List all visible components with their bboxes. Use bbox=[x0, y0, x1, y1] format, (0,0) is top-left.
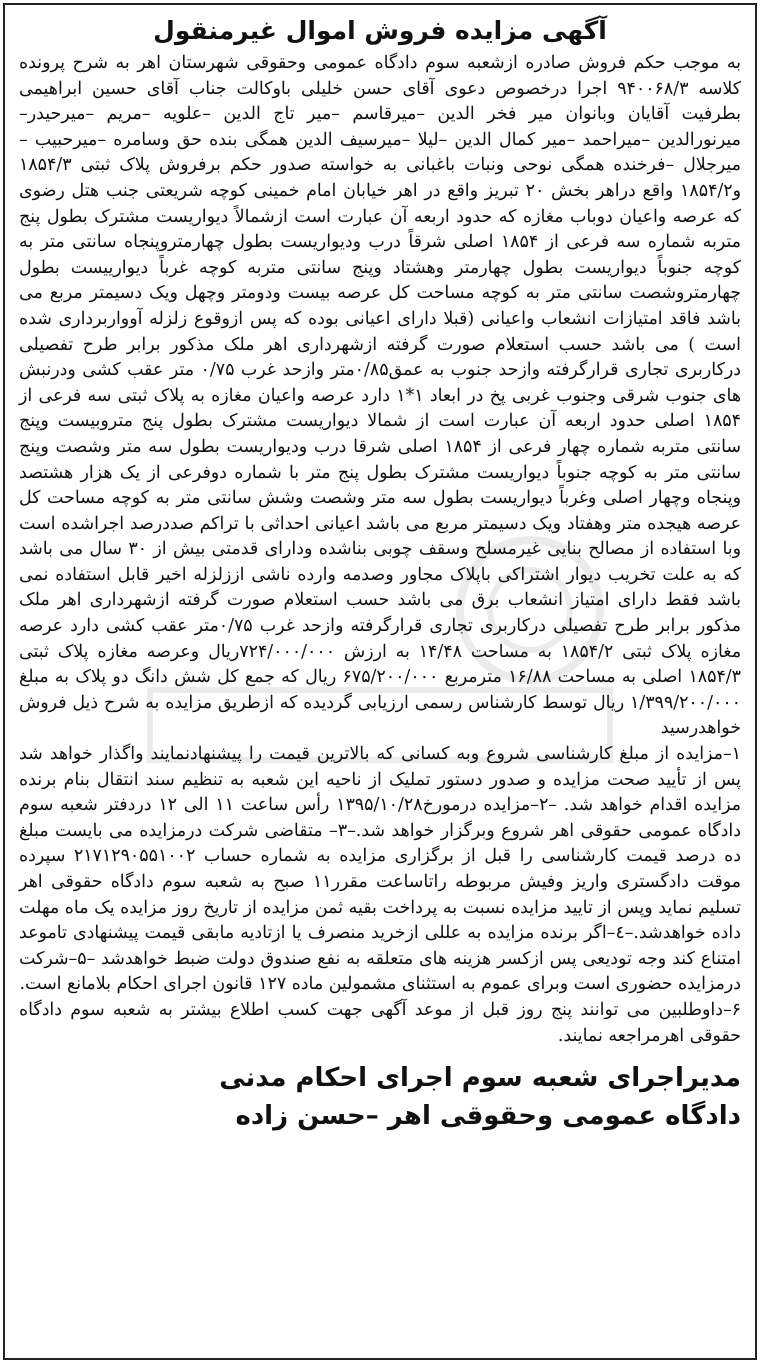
signature-name: دادگاه عمومی وحقوقی اهر –حسن زاده bbox=[235, 1101, 741, 1132]
auction-conditions: ۱–مزایده از مبلغ کارشناسی شروع وبه کسانی که بالاترین قیمت را پیشنهادنمایند واگذار خواهد شد پس از تأیید صحت مزایده و صدور دستور تملیک از ناحیه این شعبه به تنظیم سند انتقال بنام برنده مزایده اقدام خواهد شد. –۲–مزایده درمورخ۱۳۹۵/۱۰/۲۸ رأس ساعت ۱۱ الی ۱۲ دردفتر شعبه سوم دادگاه عمومی حقوقی اهر شروع وبرگزار خواهد شد.–۳– متقاضی شرکت درمزایده می بایست مبلغ ده درصد قیمت کارشناسی را قبل از برگزاری مزایده به شماره حساب ۲۱۷۱۲۹۰۵۵۱۰۰۲ سپرده موقت دادگستری واریز وفیش مربوطه راتاساعت مقرر۱۱ صبح به شعبه سوم دادگاه حقوقی اهر تسلیم نماید وپس از تایید مزایده نسبت به پرداخت بقیه ثمن مزایده از تاریخ روز مزایده یک ماه مهلت داده خواهدشد.–٤–اگر برنده مزایده به عللی ازخرید منصرف یا ازتادیه مابقی قیمت پیشنهادی تاموعد امتناع کند وجه تودیعی پس ازکسر هزینه های متعلقه به نفع صندوق دولت ضبط خواهدشد –۵–شرکت درمزایده حضوری است وبرای عموم به استثنای مشمولین ماده ۱۲۷ قانون اجرای احکام بلامانع است. bbox=[19, 744, 742, 995]
notice-title: آگهی مزایده فروش اموال غیرمنقول bbox=[153, 16, 607, 45]
notice-body: به موجب حکم فروش صادره ازشعبه سوم دادگاه عمومی وحقوقی شهرستان اهر به شرح پرونده کلاسه ۹۴۰۰۶۸/۳ اجرا درخصوص دعوی آقای حسن خلیلی باوکالت جناب آقای حسین ابراهیمی بطرفیت آقایان وبانوان میر فخر الدین –میرقاسم –میر تاج الدین –علویه –مریم –میرحیدر– میرنورالدین –میراحمد –میر کمال الدین –لیلا –میرسیف الدین همگی بنده حق وسامره –میرحبیب –میرجلال –فرخنده همگی نوحی ونبات باغبانی به خواسته صدور حکم برفروش پلاک ثبتی ۱۸۵۴/۳ و۱۸۵۴/۲ واقع دراهر بخش ۲۰ تبریز واقع در اهر خیابان امام خمینی کوچه شریعتی جنب هتل رضوی که عرصه واعیان دوباب مغازه که حدود اربعه آن عبارت است ازشمالاً دیواریست مشترک بطول پنج متربه شماره سه فرعی از ۱۸۵۴ اصلی شرقاً درب ودیواریست بطول چهارمتروپنجاه سانتی متر به کوچه جنوباً دیواریست بطول چهارمتر وهشتاد وپنج سانتی متربه کوچه غرباً دیوارییست بطول چهارمتروشصت سانتی متر به کوچه مساحت کل عرصه بیست ودومتر وچهل ویک دسیمتر مربع می باشد فاقد امتیازات انشعاب واعیانی (قبلا دارای اعیانی بوده که پس ازوقوع زلزله آوواربرداری شده است ) می باشد حسب استعلام صورت گرفته ازشهرداری اهر ملک مذکور برابر طرح تفصیلی درکاربری تجاری قرارگرفته وازحد جنوب به عمق۰/۸۵متر وازحد غرب ۰/۷۵ متر عقب کشی ودرنبش های جنوب شرقی وجنوب غربی پخ در ابعاد ۱*۱ دارد عرصه واعیان مغازه به پلاک ثبتی سه فرعی از ۱۸۵۴ اصلی حدود اربعه آن عبارت است از شمالا دیواریست مشترک بطول پنج متروبیست وپنج سانتی متربه شماره چهار فرعی از ۱۸۵۴ اصلی شرقا درب ودیواریست بطول سه متر وشصت وپنج سانتی متر به کوچه جنوباً دیواریست مشترک بطول پنج متر با شماره دوفرعی از یک هزار هشتصد وپنجاه وچهار اصلی وغرباً دیواریست بطول سه متر وشصت وشش سانتی متر به کوچه مساحت کل عرصه هیجده متر وهفتاد ویک دسیمتر مربع می باشد اعیانی احداثی با تراکم صددرصد اجراشده است وبا استفاده از مصالح بنایی غیرمسلح وسقف چوبی بناشده ودارای قدمتی بیش از ۳۰ سال می باشد که به علت تخریب دیوار اشتراکی باپلاک مجاور وصدمه وارده ناشی اززلزله اخیر قابل استفاده نمی باشد فقط دارای امتیاز انشعاب برق می باشد حسب استعلام صورت گرفته ازشهرداری اهر ملک مذکور برابر طرح تفصیلی درکاربری تجاری قرارگرفته وازحد غرب ۰/۷۵متر عقب کشی دارد عرصه مغازه پلاک ثبتی ۱۸۵۴/۲ به مساحت ۱۴/۴۸ به ارزش ۷۲۴/۰۰۰/۰۰۰ریال وعرصه مغازه پلاک ثبتی ۱۸۵۴/۳ اصلی به مساحت ۱۶/۸۸ مترمربع ۶۷۵/۲۰۰/۰۰۰ ریال که جمع کل شش دانگ دو پلاک به مبلغ ۱/۳۹۹/۲۰۰/۰۰۰ ریال توسط کارشناس رسمی ارزیابی گردیده که ازطریق مزایده به شرح ذیل فروش خواهدرسید bbox=[19, 53, 742, 739]
notice-frame bbox=[3, 3, 757, 1360]
signature-title: مدیراجرای شعبه سوم اجرای احکام مدنی bbox=[219, 1063, 741, 1094]
signature-block bbox=[19, 1059, 741, 1135]
auction-condition-visit: ۶–داوطلبین می توانند پنج روز قبل از موعد آگهی جهت کسب اطلاع بیشتر به شعبه سوم دادگاه حقوقی اهرمراجعه نمایند. bbox=[19, 999, 741, 1046]
